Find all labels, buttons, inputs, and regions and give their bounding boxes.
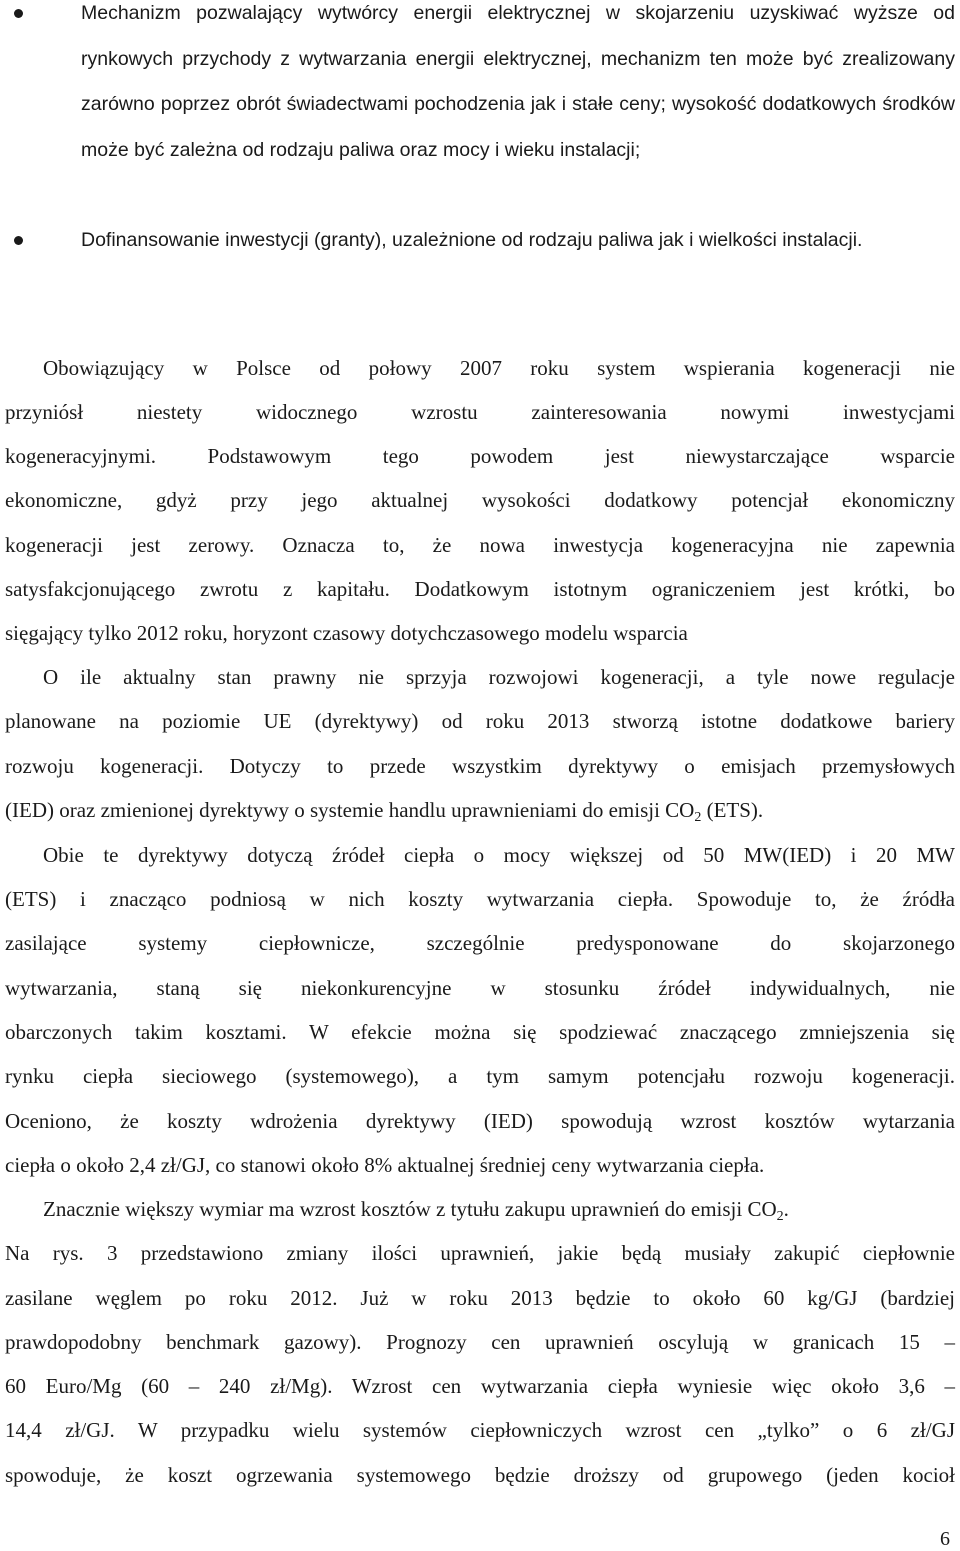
paragraph-line: prawdopodobny benchmark gazowy). Prognozy cen uprawnień oscylują w granicach 15 –: [5, 1330, 955, 1354]
bullet-icon: [14, 9, 23, 18]
paragraph-line: Na rys. 3 przedstawiono zmiany ilości uprawnień, jakie będą musiały zakupić ciepłownie: [5, 1241, 955, 1265]
line-text: Znacznie większy wymiar ma wzrost kosztów z tytułu zakupu uprawnień do emisji CO: [43, 1197, 777, 1221]
subscript: 2: [694, 810, 702, 825]
paragraph-line: zasilające systemy ciepłownicze, szczególnie predysponowane do skojarzonego: [5, 931, 955, 955]
line-text: .: [783, 1197, 789, 1221]
paragraph-line: [43, 1194, 955, 1224]
paragraph-line: obarczonych takim kosztami. W efekcie można się spodziewać znaczącego zmniejszenia się: [5, 1020, 955, 1044]
paragraph-line: wytwarzania, staną się niekonkurencyjne w stosunku źródeł indywidualnych, nie: [5, 976, 955, 1000]
paragraph-line: [5, 795, 955, 825]
paragraph-line: zasilane węglem po roku 2012. Już w roku 2013 będzie to około 60 kg/GJ (bardziej: [5, 1286, 955, 1310]
paragraph-line: O ile aktualny stan prawny nie sprzyja rozwojowi kogeneracji, a tyle nowe regulacje: [43, 665, 955, 689]
page-number: 6: [940, 1528, 950, 1550]
paragraph-line: 60 Euro/Mg (60 – 240 zł/Mg). Wzrost cen wytwarzania ciepła wyniesie więc około 3,6 –: [5, 1374, 955, 1398]
line-text: (IED) oraz zmienionej dyrektywy o systemie handlu uprawnieniami do emisji CO: [5, 798, 695, 822]
paragraph-line: satysfakcjonującego zwrotu z kapitału. Dodatkowym istotnym ograniczeniem jest krótki, bo: [5, 577, 955, 601]
paragraph-line: ciepła o około 2,4 zł/GJ, co stanowi około 8% aktualnej średniej ceny wytwarzania ciepła.: [5, 1153, 765, 1177]
paragraph-line: kogeneracji jest zerowy. Oznacza to, że nowa inwestycja kogeneracyjna nie zapewnia: [5, 533, 955, 557]
paragraph-line: sięgający tylko 2012 roku, horyzont czasowy dotychczasowego modelu wsparcia: [5, 621, 688, 645]
paragraph-line: Oceniono, że koszty wdrożenia dyrektywy (IED) spowodują wzrost kosztów wytarzania: [5, 1109, 955, 1133]
paragraph-line: 14,4 zł/GJ. W przypadku wielu systemów ciepłowniczych wzrost cen „tylko” o 6 zł/GJ: [5, 1418, 955, 1442]
paragraph-line: rozwoju kogeneracji. Dotyczy to przede wszystkim dyrektywy o emisjach przemysłowych: [5, 754, 955, 778]
bullet-text: Mechanizm pozwalający wytwórcy energii elektrycznej w skojarzeniu uzyskiwać wyższe od rynkowych przychody z wytwarzania energii elektrycznej, mechanizm ten może być zrealizowany zarówno poprzez obrót świadectwami pochodzenia jak i stałe ceny; wysokość dodatkowych środków może być zależna od rodzaju paliwa oraz mocy i wieku instalacji;: [81, 2, 955, 161]
paragraph-line: przyniósł niestety widocznego wzrostu zainteresowania nowymi inwestycjami: [5, 400, 955, 424]
paragraph-line: (ETS) i znacząco podniosą w nich koszty wytwarzania ciepła. Spowoduje to, że źródła: [5, 887, 955, 911]
bullet-text: Dofinansowanie inwestycji (granty), uzależnione od rodzaju paliwa jak i wielkości instalacji.: [81, 229, 863, 251]
paragraph-line: Obowiązujący w Polsce od połowy 2007 roku system wspierania kogeneracji nie: [43, 356, 955, 380]
line-text: (ETS).: [701, 798, 764, 822]
paragraph-line: planowane na poziomie UE (dyrektywy) od roku 2013 stworzą istotne dodatkowe bariery: [5, 709, 955, 733]
paragraph-line: rynku ciepła sieciowego (systemowego), a tym samym potencjału rozwoju kogeneracji.: [5, 1064, 955, 1088]
paragraph-line: ekonomiczne, gdyż przy jego aktualnej wysokości dodatkowy potencjał ekonomiczny: [5, 488, 955, 512]
paragraph-line: kogeneracyjnymi. Podstawowym tego powodem jest niewystarczające wsparcie: [5, 444, 955, 468]
paragraph-line: spowoduje, że koszt ogrzewania systemowego będzie droższy od grupowego (jeden kocioł: [5, 1463, 955, 1487]
paragraph-line: Obie te dyrektywy dotyczą źródeł ciepła o mocy większej od 50 MW(IED) i 20 MW: [43, 843, 955, 867]
subscript: 2: [776, 1209, 784, 1224]
bullet-icon: [14, 236, 23, 245]
